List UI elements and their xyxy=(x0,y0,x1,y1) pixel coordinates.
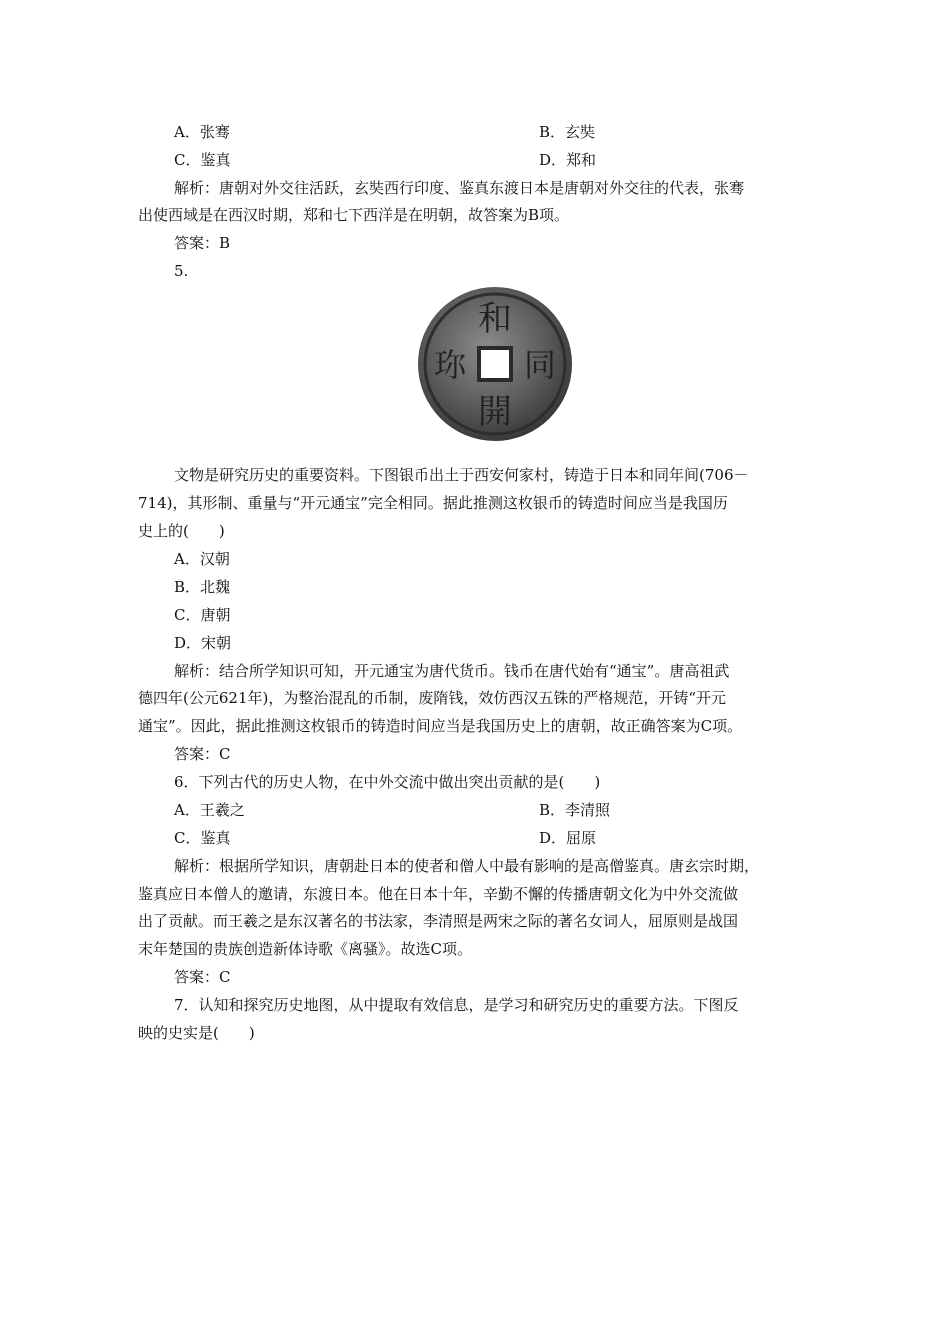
coin-char-top: 和 xyxy=(478,299,512,339)
q6-analysis-line: 鉴真应日本僧人的邀请，东渡日本。他在日本十年，辛勤不懈的传播唐朝文化为中外交流做 xyxy=(138,885,739,903)
q5-option-d: D．宋朝 xyxy=(174,634,232,652)
q5-stem-line: 文物是研究历史的重要资料。下图银币出土于西安何家村，铸造于日本和同年间(706－ xyxy=(174,466,749,484)
q5-stem-line: 714)，其形制、重量与“开元通宝”完全相同。据此推测这枚银币的铸造时间应当是我国历 xyxy=(138,494,728,512)
q4-analysis-line: 解析：唐朝对外交往活跃，玄奘西行印度、鉴真东渡日本是唐朝对外交往的代表，张骞 xyxy=(174,179,745,197)
q4-option-a: A．张骞 xyxy=(174,123,230,141)
q6-option-a: A．王羲之 xyxy=(174,801,245,819)
q5-option-c: C．唐朝 xyxy=(174,606,231,624)
q5-number: 5. xyxy=(174,262,189,280)
coin-char-left: 珎 xyxy=(433,346,467,384)
q6-option-d: D．屈原 xyxy=(539,829,597,847)
q6-option-b: B．李清照 xyxy=(539,801,611,819)
q5-analysis-line: 通宝”。因此，据此推测这枚银币的铸造时间应当是我国历史上的唐朝，故正确答案为C项。 xyxy=(138,717,743,735)
q6-analysis-line: 解析：根据所学知识，唐朝赴日本的使者和僧人中最有影响的是高僧鉴真。唐玄宗时期， xyxy=(174,857,760,875)
coin-square-hole xyxy=(479,348,511,380)
q5-option-b: B．北魏 xyxy=(174,578,231,596)
q7-stem-line: 7．认知和探究历史地图，从中提取有效信息，是学习和研究历史的重要方法。下图反 xyxy=(174,996,739,1014)
q5-analysis-line: 德四年(公元621年)，为整治混乱的币制，废隋钱，效仿西汉五铢的严格规范，开铸“开元 xyxy=(138,689,727,707)
q6-analysis-line: 末年楚国的贵族创造新体诗歌《离骚》。故选C项。 xyxy=(138,940,472,958)
q5-analysis-line: 解析：结合所学知识可知，开元通宝为唐代货币。钱币在唐代始有“通宝”。唐高祖武 xyxy=(174,662,730,680)
coin-image xyxy=(415,285,575,443)
q5-option-a: A．汉朝 xyxy=(174,550,230,568)
q6-stem: 6．下列古代的历史人物，在中外交流中做出突出贡献的是( ) xyxy=(174,773,601,791)
coin-char-bottom: 開 xyxy=(478,392,512,432)
q4-option-d: D．郑和 xyxy=(539,151,597,169)
q6-answer: 答案：C xyxy=(174,968,231,986)
square-hole-coin-icon xyxy=(415,285,575,443)
q4-analysis-line: 出使西域是在西汉时期，郑和七下西洋是在明朝，故答案为B项。 xyxy=(138,206,570,224)
q4-option-c: C．鉴真 xyxy=(174,151,231,169)
q6-analysis-line: 出了贡献。而王羲之是东汉著名的书法家，李清照是两宋之际的著名女词人，屈原则是战国 xyxy=(138,912,739,930)
coin-char-right: 同 xyxy=(523,346,557,384)
q6-option-c: C．鉴真 xyxy=(174,829,231,847)
q4-answer: 答案：B xyxy=(174,234,231,252)
q7-stem-line: 映的史实是( ) xyxy=(138,1024,255,1042)
q5-stem-line: 史上的( ) xyxy=(138,522,225,540)
q5-answer: 答案：C xyxy=(174,745,231,763)
q4-option-b: B．玄奘 xyxy=(539,123,596,141)
